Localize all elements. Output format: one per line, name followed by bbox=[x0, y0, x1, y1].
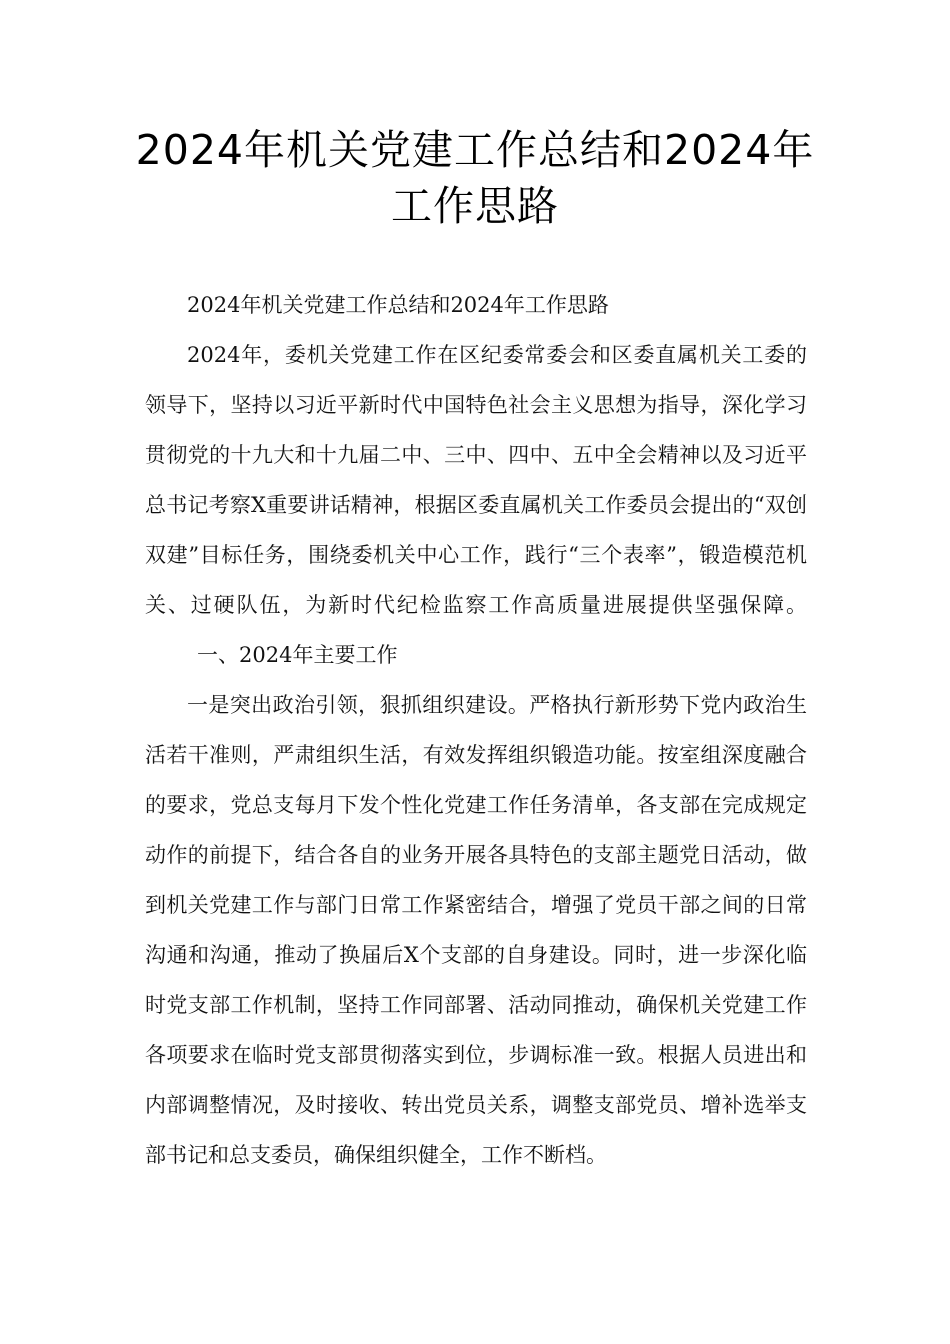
document-title: 2024年机关党建工作总结和2024年工作思路 bbox=[135, 126, 815, 230]
intro-text: 2024年，委机关党建工作在区纪委常委会和区委直属机关工委的领导下，坚持以习近平新时代中国特色社会主义思想为指导，深化学习贯彻党的十九大和十九届二中、三中、四中、五中全会精神以及习近平总书记考察X重要讲话精神，根据区委直属机关工作委员会提出的“双创双建”目标任务，围绕委机关中心工作，践行“三个表率”，锻造模范机关、过硬队伍，为新时代纪检监察工作高质量进展提供坚强保障。 bbox=[145, 343, 807, 617]
work-paragraph-one: 一是突出政治引领，狠抓组织建设。严格执行新形势下党内政治生活若干准则，严肃组织生活，有效发挥组织锻造功能。按室组深度融合的要求，党总支每月下发个性化党建工作任务清单，各支部在完成规定动作的前提下，结合各自的业务开展各具特色的支部主题党日活动，做到机关党建工作与部门日常工作紧密结合，增强了党员干部之间的日常沟通和沟通，推动了换届后X个支部的自身建设。同时，进一步深化临时党支部工作机制，坚持工作同部署、活动同推动，确保机关党建工作各项要求在临时党支部贯彻落实到位，步调标准一致。根据人员进出和内部调整情况，及时接收、转出党员关系，调整支部党员、增补选举支部书记和总支委员，确保组织健全，工作不断档。 bbox=[145, 693, 807, 1167]
section-heading: 一、2024年主要工作 bbox=[197, 643, 398, 667]
subtitle-line: 2024年机关党建工作总结和2024年工作思路 bbox=[187, 293, 609, 317]
document-body bbox=[145, 280, 807, 1180]
intro-paragraph bbox=[145, 330, 807, 680]
